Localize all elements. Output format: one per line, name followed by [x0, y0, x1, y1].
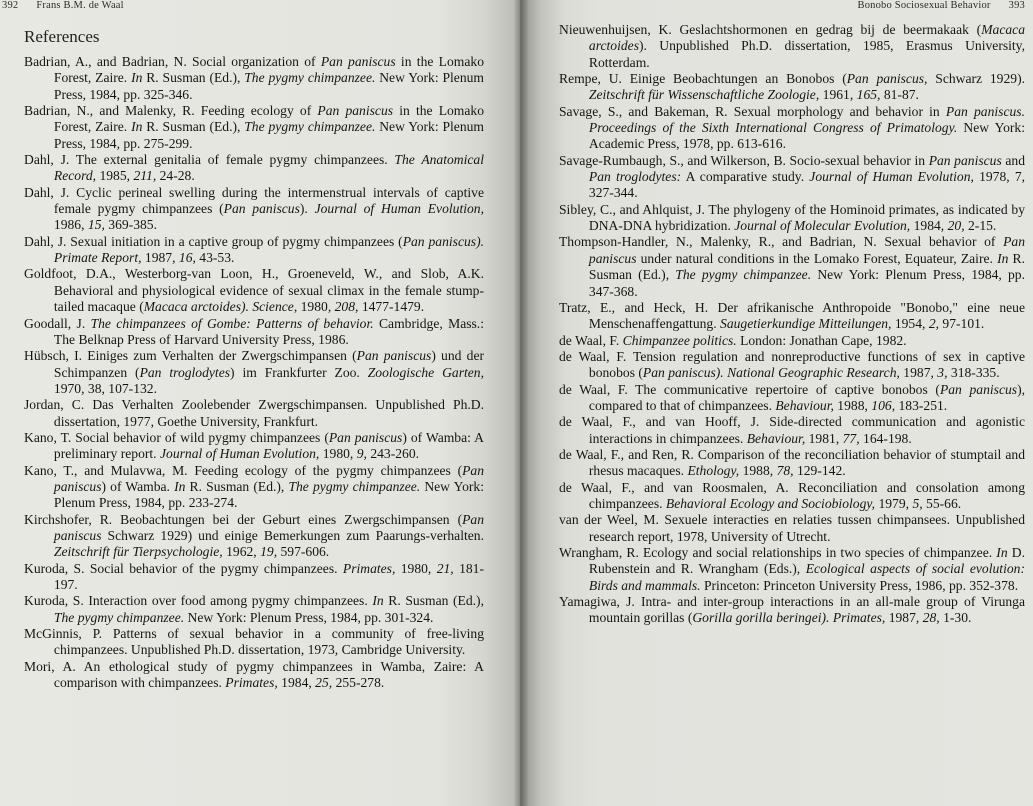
reference-italic-part: Pan paniscus	[320, 54, 396, 69]
reference-text-part: 318-335.	[947, 365, 1000, 381]
reference-entry	[24, 185, 484, 234]
reference-text-part: Badrian, A., and Badrian, N. Social organization of	[24, 54, 321, 69]
reference-text-part: ) of Wamba: A preliminary report.	[53, 429, 484, 462]
reference-entry	[559, 545, 1025, 594]
reference-text-part: 1986,	[53, 217, 88, 233]
reference-text-part: de Waal, F., and van Roosmalen, A. Reconciliation and consolation among chimpanzees.	[559, 479, 1025, 511]
reference-italic-part: In	[174, 478, 186, 494]
reference-italic-part: The Anatomical Record,	[53, 152, 484, 184]
reference-italic-part: Macaca arctoides). Science,	[143, 299, 298, 315]
reference-italic-part: The chimpanzees of Gombe: Patterns of behavior.	[90, 315, 374, 331]
reference-italic-part: Journal of Human Evolution,	[159, 446, 320, 462]
reference-italic-part: Ecological aspects of social evolution: Birds and mammals.	[588, 561, 1025, 593]
reference-italic-part: 3,	[937, 365, 948, 381]
reference-italic-part: Primates,	[342, 560, 396, 576]
reference-italic-part: In	[996, 545, 1008, 560]
reference-italic-part: Pan paniscus	[53, 511, 484, 543]
reference-entry	[559, 512, 1025, 545]
reference-italic-part: Saugetierkundige Mitteilungen,	[720, 316, 892, 332]
left-running-head-author: Frans B.M. de Waal	[36, 0, 124, 11]
reference-entry	[24, 54, 484, 103]
reference-italic-part: Pan paniscus	[928, 152, 1002, 168]
reference-text-part: 1981,	[805, 430, 843, 446]
reference-text-part: 369-385.	[104, 217, 157, 233]
reference-italic-part: Pan paniscus. Proceedings of the Sixth International Congress of Primatology.	[588, 103, 1025, 136]
reference-italic-part: Pan paniscus,	[846, 71, 928, 87]
reference-italic-part: Journal of Human Evolution,	[314, 201, 484, 217]
reference-italic-part: In	[997, 250, 1009, 266]
reference-text-part: 1985,	[96, 168, 134, 184]
reference-italic-part: Journal of Human Evolution,	[809, 169, 974, 185]
reference-text-part: 1988,	[833, 397, 872, 413]
reference-entry	[24, 397, 484, 430]
reference-italic-part: 5,	[912, 495, 923, 511]
reference-text-part: 55-66.	[922, 495, 962, 511]
reference-text-part: McGinnis, P. Patterns of sexual behavior in a community of free-living chimpanzees. Unpublished Ph.D. dissertation, 1973, Cambridge University.	[24, 626, 484, 658]
reference-italic-part: 165,	[856, 87, 881, 103]
reference-text-part: New York: Plenum Press, 1984, pp. 325-346.	[53, 70, 484, 102]
reference-entry	[24, 152, 484, 185]
reference-entry	[24, 348, 484, 397]
reference-italic-part: 28,	[922, 610, 940, 626]
reference-italic-part: Pan paniscus). National Geographic Research,	[642, 365, 900, 381]
reference-text-part: ). Unpublished Ph.D. dissertation, 1985, Erasmus University, Rotterdam.	[588, 38, 1025, 70]
reference-text-part: Kuroda, S. Social behavior of the pygmy chimpanzees.	[24, 560, 343, 576]
reference-text-part: 164-198.	[859, 430, 912, 446]
reference-italic-part: 78,	[776, 463, 794, 479]
reference-text-part: 2-15.	[964, 218, 997, 234]
left-reference-list	[24, 54, 484, 691]
reference-text-part: Tratz, E., and Heck, H. Der afrikanische Anthropoide "Bonobo," eine neue Menschenaffengattung.	[559, 299, 1025, 332]
reference-text-part: Kano, T. Social behavior of wild pygmy chimpanzees (	[24, 429, 329, 445]
reference-text-part: 597-606.	[277, 544, 330, 560]
reference-text-part: A comparative study.	[681, 169, 810, 185]
reference-italic-part: The pygmy chimpanzee.	[288, 478, 421, 494]
reference-italic-part: Pan paniscus	[588, 234, 1025, 266]
reference-text-part: D. Rubenstein and R. Wrangham (Eds.),	[588, 545, 1025, 577]
reference-italic-part: In	[131, 70, 143, 86]
reference-italic-part: The pygmy chimpanzee.	[244, 70, 376, 86]
reference-entry	[559, 71, 1025, 104]
reference-text-part: 24-28.	[156, 168, 195, 184]
reference-italic-part: 2,	[928, 316, 940, 332]
reference-italic-part: 106,	[871, 397, 896, 413]
reference-italic-part: In	[372, 593, 384, 609]
right-page	[520, 0, 1033, 806]
reference-entry	[559, 349, 1025, 382]
reference-text-part: Goldfoot, D.A., Westerborg-van Loon, H., Groeneveld, W., and Slob, A.K. Behavioral and physiological evidence of sexual climax in the female stump-tailed macaque (	[24, 266, 484, 315]
reference-text-part: van der Weel, M. Sexuele interacties en relaties tussen chimpansees. Unpublished research report, 1978, University of Utrecht.	[559, 512, 1025, 544]
reference-italic-part: Behavioral Ecology and Sociobiology,	[665, 495, 876, 511]
reference-italic-part: Behaviour,	[775, 397, 834, 413]
reference-entry	[24, 266, 484, 315]
reference-text-part: ).	[299, 201, 315, 217]
reference-text-part: Hübsch, I. Einiges zum Verhalten der Zwergschimpansen (	[24, 348, 357, 364]
reference-text-part: New York: Academic Press, 1978, pp. 613-616.	[588, 120, 1025, 152]
reference-text-part: Dahl, J. Sexual initiation in a captive group of pygmy chimpanzees (	[24, 233, 403, 249]
reference-italic-part: 20,	[947, 218, 965, 234]
reference-text-part: 1984,	[910, 218, 948, 234]
reference-italic-part: Pan paniscus	[328, 429, 403, 445]
reference-italic-part: Pan paniscus	[53, 462, 484, 494]
reference-text-part: Mori, A. An ethological study of pygmy chimpanzees in Wamba, Zaire: A comparison with chimpanzees.	[24, 658, 484, 691]
reference-italic-part: The pygmy chimpanzee.	[244, 119, 376, 135]
reference-text-part: Princeton: Princeton University Press, 1986, pp. 352-378.	[700, 577, 1019, 593]
reference-text-part: Rempe, U. Einige Beobachtungen an Bonobos (	[559, 71, 847, 87]
reference-italic-part: Pan paniscus	[356, 348, 432, 364]
reference-text-part: 1962,	[222, 544, 261, 560]
reference-text-part: Nieuwenhuijsen, K. Geslachtshormonen en gedrag bij de beermakaak (	[559, 22, 982, 37]
reference-entry	[559, 22, 1025, 71]
reference-text-part: 1477-1479.	[358, 299, 425, 315]
left-running-head	[2, 0, 124, 11]
reference-entry	[24, 234, 484, 267]
reference-italic-part: Zeitschrift für Wissenschaftliche Zoologie,	[588, 87, 820, 103]
reference-text-part: 181-197.	[53, 560, 484, 592]
reference-entry	[24, 316, 484, 349]
reference-italic-part: Primates,	[225, 675, 278, 691]
reference-italic-part: 25,	[315, 675, 333, 691]
reference-entry	[24, 463, 484, 512]
reference-text-part: 1954,	[891, 316, 929, 332]
reference-italic-part: 21,	[436, 560, 454, 576]
right-running-head-title: Bonobo Sociosexual Behavior	[857, 0, 991, 11]
reference-text-part: 1-30.	[939, 610, 972, 626]
reference-italic-part: Pan paniscus	[223, 201, 300, 217]
reference-text-part: Wrangham, R. Ecology and social relationships in two species of chimpanzee.	[559, 545, 997, 560]
reference-text-part: New York: Plenum Press, 1984, pp. 233-274.	[53, 478, 484, 511]
reference-italic-part: 211,	[133, 168, 157, 184]
reference-text-part: 1980,	[297, 299, 335, 315]
reference-text-part: under natural conditions in the Lomako Forest, Equateur, Zaire.	[636, 250, 998, 266]
reference-text-part: ) im Frankfurter Zoo.	[230, 364, 368, 380]
reference-text-part: de Waal, F., and van Hooff, J. Side-directed communication and agonistic interactions in chimpanzees.	[559, 414, 1025, 446]
reference-text-part: in the Lomako Forest, Zaire.	[53, 54, 484, 86]
reference-italic-part: 208,	[334, 299, 359, 315]
reference-entry	[559, 414, 1025, 447]
reference-text-part: 255-278.	[332, 675, 385, 691]
right-running-head	[858, 0, 1026, 11]
reference-italic-part: 15,	[87, 217, 105, 233]
reference-text-part: Kuroda, S. Interaction over food among pygmy chimpanzees.	[24, 593, 373, 609]
reference-text-part: Dahl, J. Cyclic perineal swelling during the intermenstrual intervals of captive female pygmy chimpanzees (	[24, 184, 484, 217]
reference-text-part: 1980,	[319, 446, 357, 462]
reference-text-part: Yamagiwa, J. Intra- and inter-group interactions in an all-male group of Virunga mountain gorillas (	[559, 594, 1025, 626]
reference-text-part: 1988,	[739, 463, 777, 479]
reference-entry	[24, 103, 484, 152]
reference-italic-part: The pygmy chimpanzee.	[675, 267, 812, 283]
reference-text-part: in the Lomako Forest, Zaire.	[53, 103, 485, 135]
reference-text-part: de Waal, F., and Ren, R. Comparison of the reconciliation behavior of stumptail and rhesus macaques.	[559, 446, 1025, 479]
reference-entry	[24, 512, 484, 561]
reference-text-part: 97-101.	[939, 316, 985, 332]
reference-italic-part: Pan troglodytes	[139, 364, 231, 380]
reference-text-part: Savage-Rumbaugh, S., and Wilkerson, B. Socio-sexual behavior in	[559, 152, 929, 168]
reference-italic-part: Zoologische Garten,	[367, 364, 485, 380]
reference-italic-part: 19,	[260, 544, 278, 560]
reference-text-part: 1984,	[277, 675, 316, 691]
reference-entry	[559, 333, 1025, 349]
reference-text-part: Schwarz 1929).	[927, 71, 1025, 87]
reference-italic-part: The pygmy chimpanzee.	[53, 609, 185, 625]
reference-text-part: New York: Plenum Press, 1984, pp. 301-324.	[184, 609, 434, 625]
reference-italic-part: Behaviour,	[746, 430, 806, 446]
reference-text-part: 81-87.	[880, 87, 919, 103]
reference-italic-part: Pan paniscus). Primate Report,	[53, 233, 484, 266]
reference-text-part: Cambridge, Mass.: The Belknap Press of Harvard University Press, 1986.	[53, 315, 484, 347]
reference-entry	[24, 561, 484, 594]
reference-italic-part: In	[131, 119, 143, 135]
reference-italic-part: 77,	[842, 430, 860, 446]
reference-italic-part: Journal of Molecular Evolution,	[734, 218, 911, 234]
reference-italic-part: 9,	[356, 446, 367, 462]
reference-text-part: Thompson-Handler, N., Malenky, R., and Badrian, N. Sexual behavior of	[559, 234, 1004, 250]
reference-text-part: ) und der Schimpanzen (	[53, 348, 485, 380]
reference-entry	[559, 234, 1025, 299]
book-gutter-shadow	[514, 0, 528, 806]
reference-entry	[559, 300, 1025, 333]
reference-text-part: Kano, T., and Mulavwa, M. Feeding ecology of the pygmy chimpanzees (	[24, 462, 463, 478]
reference-italic-part: Gorilla gorilla beringei). Primates,	[692, 610, 886, 626]
reference-italic-part: 16,	[178, 250, 196, 266]
reference-text-part: New York: Plenum Press, 1984, pp. 275-299.	[53, 119, 484, 151]
reference-text-part: Schwarz 1929) und einige Bemerkungen zum Paarungs-verhalten.	[101, 527, 484, 543]
reference-entry	[24, 659, 484, 692]
reference-text-part: Goodall, J.	[24, 315, 91, 331]
reference-text-part: ) of Wamba.	[101, 478, 175, 494]
left-page-number: 392	[2, 0, 19, 11]
reference-text-part: R. Susman (Ed.),	[142, 70, 245, 86]
right-page-number: 393	[1008, 0, 1025, 11]
reference-text-part: R. Susman (Ed.),	[142, 119, 245, 135]
reference-entry	[559, 480, 1025, 513]
reference-text-part: 243-260.	[366, 446, 420, 462]
reference-text-part: Jordan, C. Das Verhalten Zoolebender Zwergschimpansen. Unpublished Ph.D. dissertation, 1977, Goethe University, Frankfurt.	[24, 397, 484, 429]
reference-entry	[559, 447, 1025, 480]
reference-text-part: R. Susman (Ed.),	[383, 593, 484, 609]
reference-text-part: de Waal, F. Tension regulation and nonreproductive functions of sex in captive bonobos (	[559, 348, 1025, 381]
reference-text-part: de Waal, F. The communicative repertoire of captive bonobos (	[559, 381, 940, 397]
reference-entry	[559, 594, 1025, 627]
references-heading: References	[24, 27, 100, 46]
reference-entry	[24, 593, 484, 626]
reference-text-part: de Waal, F.	[559, 332, 623, 348]
reference-text-part: 129-142.	[793, 463, 846, 479]
right-reference-list	[559, 22, 1025, 627]
reference-text-part: Badrian, N., and Malenky, R. Feeding ecology of	[24, 103, 318, 119]
reference-italic-part: Macaca arctoides	[588, 22, 1025, 54]
reference-text-part: London: Jonathan Cape, 1982.	[736, 332, 907, 348]
reference-text-part: Sibley, C., and Ahlquist, J. The phylogeny of the Hominoid primates, as indicated by DNA-DNA hybridization.	[559, 201, 1025, 234]
reference-italic-part: Chimpanzee politics.	[622, 332, 737, 348]
reference-text-part: 1987,	[899, 365, 938, 381]
reference-italic-part: Pan paniscus	[939, 381, 1018, 397]
reference-text-part: R. Susman (Ed.),	[185, 478, 289, 494]
reference-italic-part: Ethology,	[687, 463, 740, 479]
reference-italic-part: Zeitschrift für Tierpsychologie,	[53, 544, 223, 560]
reference-entry	[24, 430, 484, 463]
reference-text-part: 1980,	[395, 560, 437, 576]
reference-italic-part: Pan troglodytes:	[588, 169, 682, 185]
reference-entry	[24, 626, 484, 659]
reference-text-part: 1961,	[819, 87, 857, 103]
reference-text-part: New York: Plenum Press, 1984, pp. 347-368.	[588, 267, 1025, 299]
reference-text-part: and	[1001, 152, 1025, 168]
reference-text-part: ), compared to that of chimpanzees.	[588, 381, 1025, 413]
reference-entry	[559, 153, 1025, 202]
reference-text-part: 1987,	[885, 610, 923, 626]
reference-text-part: Savage, S., and Bakeman, R. Sexual morphology and behavior in	[559, 103, 946, 119]
reference-text-part: Kirchshofer, R. Beobachtungen bei der Geburt eines Zwergschimpansen (	[24, 511, 463, 527]
reference-text-part: 1978, 7, 327-344.	[588, 169, 1026, 201]
reference-italic-part: Pan paniscus	[317, 103, 394, 119]
reference-text-part: R. Susman (Ed.),	[588, 250, 1025, 283]
reference-text-part: 1987,	[141, 250, 179, 266]
reference-entry	[559, 382, 1025, 415]
reference-text-part: 183-251.	[895, 397, 948, 413]
reference-text-part: 43-53.	[195, 250, 235, 266]
reference-text-part: Dahl, J. The external genitalia of female pygmy chimpanzees.	[24, 152, 395, 168]
reference-text-part: 1970, 38, 107-132.	[53, 380, 157, 396]
reference-text-part: 1979,	[875, 495, 913, 511]
reference-entry	[559, 104, 1025, 153]
reference-entry	[559, 202, 1025, 235]
